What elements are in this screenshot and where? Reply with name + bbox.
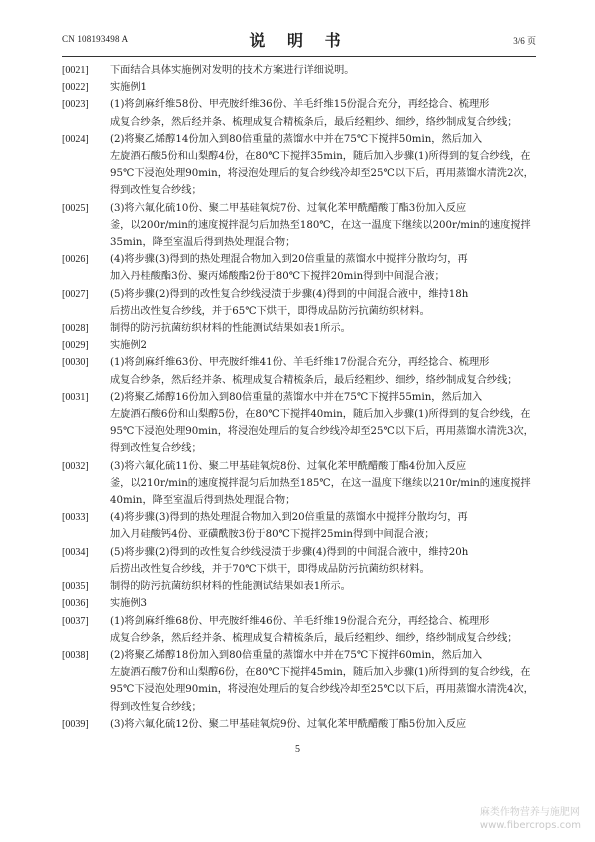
paragraph-number: [0022] [62, 82, 89, 94]
paragraph [62, 337, 536, 354]
paragraph [62, 578, 536, 595]
document-title: 说 明 书 [249, 31, 349, 50]
paragraph-number: [0038] [62, 649, 89, 661]
paragraph-number: [0036] [62, 598, 89, 610]
paragraph-number: [0025] [62, 202, 89, 214]
paragraph [62, 96, 536, 130]
paragraph-number: [0032] [62, 460, 89, 472]
header-rule [62, 56, 536, 57]
paragraph [62, 286, 536, 320]
paragraph [62, 613, 536, 647]
paragraph-number: [0028] [62, 323, 89, 335]
paragraph-number: [0031] [62, 391, 89, 403]
paragraph-number: [0023] [62, 99, 89, 111]
paragraph [62, 595, 536, 612]
paragraph [62, 131, 536, 200]
paragraph [62, 716, 536, 733]
paragraph-text: (1)将剑麻纤维68份、甲壳胺纤维46份、羊毛纤维19份混合充分，再经捻合、梳理形 成复合纱条，然后经并条、梳理成复合精梳条后，最后经粗纱、细纱，络纱制成复合纱线； [110, 615, 518, 644]
paragraph [62, 509, 536, 543]
paragraph-text: 下面结合具体实施例对发明的技术方案进行详细说明。 [110, 65, 355, 76]
paragraph-text: (2)将聚乙烯醇14份加入到80倍重量的蒸馏水中并在75℃下搅拌50min，然后加入 左旋酒石酸5份和山梨醇4份，在80℃下搅拌35min，随后加入步骤(1)所得到的复合纱线，在 95℃下浸泡处理90min，将浸泡处理后的复合纱线冷却至25℃以下后，再用蒸馏水清洗2次， 得到改性复合纱线； [110, 133, 534, 197]
paragraph-text: 制得的防污抗菌纺织材料的性能测试结果如表1所示。 [110, 581, 351, 593]
paragraph-text: (5)将步骤(2)得到的改性复合纱线浸渍于步骤(4)得到的中间混合液中，维持18h 后捞出改性复合纱线，并于65℃下烘干，即得成品防污抗菌纺织材料。 [110, 288, 469, 317]
watermark [480, 806, 581, 832]
paragraph-text: 制得的防污抗菌纺织材料的性能测试结果如表1所示。 [110, 323, 351, 335]
paragraph-number: [0021] [62, 65, 89, 76]
paragraph [62, 389, 536, 458]
paragraph-text: (1)将剑麻纤维63份、甲壳胺纤维41份、羊毛纤维17份混合充分，再经捻合、梳理形 成复合纱条，然后经并条、梳理成复合精梳条后，最后经粗纱、细纱，络纱制成复合纱线； [110, 357, 518, 386]
paragraph [62, 544, 536, 578]
paragraph-text: (3)将六氟化硫11份、聚二甲基硅氧烷8份、过氧化苯甲酰醋酸丁酯4份加入反应 釜，以210r/min的速度搅拌混匀后加热至185℃，在这一温度下继续以210r/min的速度搅拌 40min，降至室温后得到热处理混合物； [110, 460, 531, 507]
paragraph-number: [0024] [62, 133, 89, 145]
paragraph-text: 实施例3 [110, 598, 148, 610]
paragraph-number: [0034] [62, 546, 89, 558]
page-indicator: 3/6 页 [513, 36, 536, 46]
paragraph-text: (4)将步骤(3)得到的热处理混合物加入到20倍重量的蒸馏水中搅拌分散均匀，再 加入月硅酸钙4份、亚磺酰胺3份于80℃下搅拌25min得到中间混合液； [110, 512, 468, 541]
watermark-url: www.fibercrops.com [479, 820, 581, 831]
paragraph-number: [0029] [62, 340, 89, 352]
paragraph-text: (2)将聚乙烯醇18份加入到80倍重量的蒸馏水中并在75℃下搅拌60min，然后加入 左旋酒石酸7份和山梨醇6份，在80℃下搅拌45min，随后加入步骤(1)所得到的复合纱线，在 95℃下浸泡处理90min，将浸泡处理后的复合纱线冷却至25℃以下后，再用蒸馏水清洗4次， 得到改性复合纱线； [110, 649, 534, 713]
paragraph [62, 251, 536, 285]
paragraph-text: 实施例2 [110, 340, 148, 352]
paragraph-number: [0039] [62, 718, 89, 730]
document-body [62, 62, 536, 733]
paragraph-number: [0030] [62, 357, 89, 369]
paragraph [62, 320, 536, 337]
page-number: 5 [295, 744, 300, 755]
paragraph-number: [0027] [62, 288, 89, 300]
paragraph-text: (3)将六氟化硫12份、聚二甲基硅氧烷9份、过氧化苯甲酰醋酸丁酯5份加入反应 [110, 718, 467, 730]
paragraph-number: [0033] [62, 512, 89, 524]
paragraph [62, 62, 536, 79]
page-header [62, 28, 536, 52]
paragraph-text: (5)将步骤(2)得到的改性复合纱线浸渍于步骤(4)得到的中间混合液中，维持20h 后捞出改性复合纱线，并于70℃下烘干，即得成品防污抗菌纺织材料。 [110, 546, 469, 575]
paragraph-text: (2)将聚乙烯醇16份加入到80倍重量的蒸馏水中并在75℃下搅拌55min，然后加入 左旋酒石酸6份和山梨醇5份，在80℃下搅拌40min，随后加入步骤(1)所得到的复合纱线，在 95℃下浸泡处理90min，将浸泡处理后的复合纱线冷却至25℃以下后，再用蒸馏水清洗3次， 得到改性复合纱线； [110, 391, 534, 455]
paragraph-text: (1)将剑麻纤维58份、甲壳胺纤维36份、羊毛纤维15份混合充分，再经捻合、梳理形 成复合纱条，然后经并条、梳理成复合精梳条后，最后经粗纱、细纱，络纱制成复合纱线； [110, 99, 518, 128]
paragraph [62, 79, 536, 96]
paragraph-number: [0035] [62, 581, 89, 593]
paragraph-text: (3)将六氟化硫10份、聚二甲基硅氧烷7份、过氧化苯甲酰醋酸丁酯3份加入反应 釜，以200r/min的速度搅拌混匀后加热至180℃，在这一温度下继续以200r/min的速度搅拌 35min，降至室温后得到热处理混合物； [110, 202, 531, 249]
watermark-name: 麻类作物营养与施肥网 [479, 807, 580, 818]
paragraph-number: [0026] [62, 254, 89, 266]
paragraph [62, 200, 536, 252]
paragraph [62, 354, 536, 388]
paragraph [62, 458, 536, 510]
paragraph [62, 647, 536, 716]
publication-number: CN 108193498 A [62, 34, 129, 44]
paragraph-text: 实施例1 [110, 82, 148, 94]
paragraph-number: [0037] [62, 615, 89, 627]
paragraph-text: (4)将步骤(3)得到的热处理混合物加入到20倍重量的蒸馏水中搅拌分散均匀，再 加入丹桂酸酯3份、聚丙烯酸酯2份于80℃下搅拌20min得到中间混合液； [110, 254, 468, 283]
